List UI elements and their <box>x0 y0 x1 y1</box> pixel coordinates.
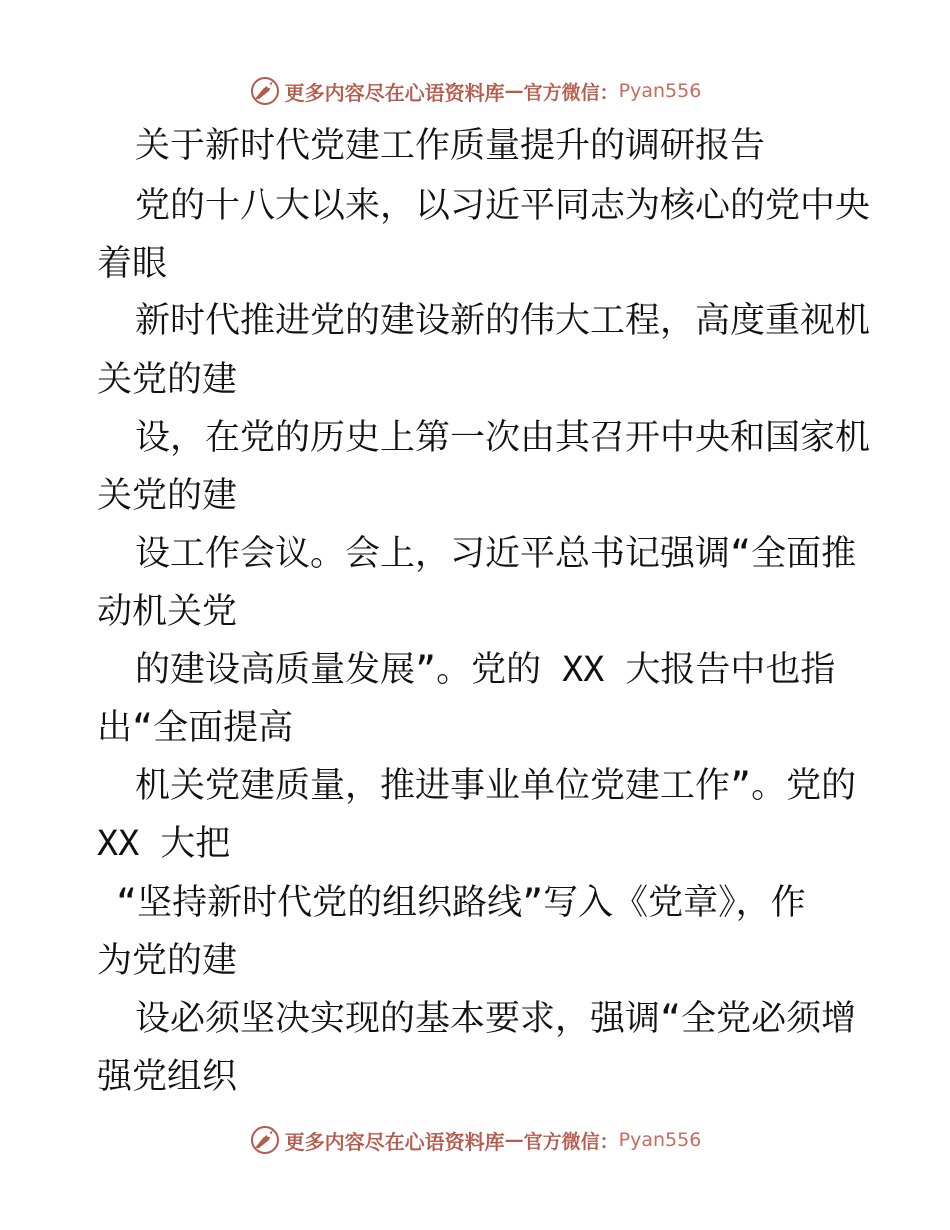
banner-main-text: 更多内容尽在心语资料库 <box>284 1129 505 1154</box>
text-line: 新时代推进党的建设新的伟大工程，高度重视机 <box>135 301 871 341</box>
banner-handle: Pyan556 <box>618 1129 702 1151</box>
text-line: 着眼 <box>97 244 168 284</box>
text-line: XX 大把 <box>97 824 231 864</box>
banner-handle: Pyan556 <box>618 80 702 102</box>
quill-logo-icon <box>249 1124 281 1156</box>
text-line: 为党的建 <box>97 941 238 981</box>
text-line: 动机关党 <box>97 592 238 632</box>
banner-dash: — <box>504 80 524 102</box>
text-line: 出“全面提高 <box>97 708 294 748</box>
text-line: 设工作会议。会上，习近平总书记强调“全面推 <box>135 534 857 574</box>
text-line: 关党的建 <box>97 476 238 516</box>
footer-watermark-banner <box>0 1120 950 1160</box>
banner-wechat-label: 官方微信： <box>523 81 619 104</box>
text-line: 机关党建质量，推进事业单位党建工作”。党的 <box>135 766 857 806</box>
banner-dash: — <box>504 1129 524 1151</box>
banner-wechat-label: 官方微信： <box>523 1130 619 1153</box>
banner-main-text: 更多内容尽在心语资料库 <box>284 80 505 105</box>
text-line: 关党的建 <box>97 360 238 400</box>
text-line: “坚持新时代党的组织路线”写入《党章》，作 <box>116 883 806 923</box>
header-watermark-banner <box>0 71 950 111</box>
text-line: 的建设高质量发展”。党的 XX 大报告中也指 <box>135 650 836 690</box>
quill-logo-icon <box>249 75 281 107</box>
document-title: 关于新时代党建工作质量提升的调研报告 <box>135 126 766 166</box>
text-line: 强党组织 <box>97 1057 238 1097</box>
text-line: 设必须坚决实现的基本要求，强调“全党必须增 <box>135 999 857 1039</box>
text-line: 设，在党的历史上第一次由其召开中央和国家机 <box>135 418 871 458</box>
text-line: 党的十八大以来，以习近平同志为核心的党中央 <box>135 186 871 226</box>
